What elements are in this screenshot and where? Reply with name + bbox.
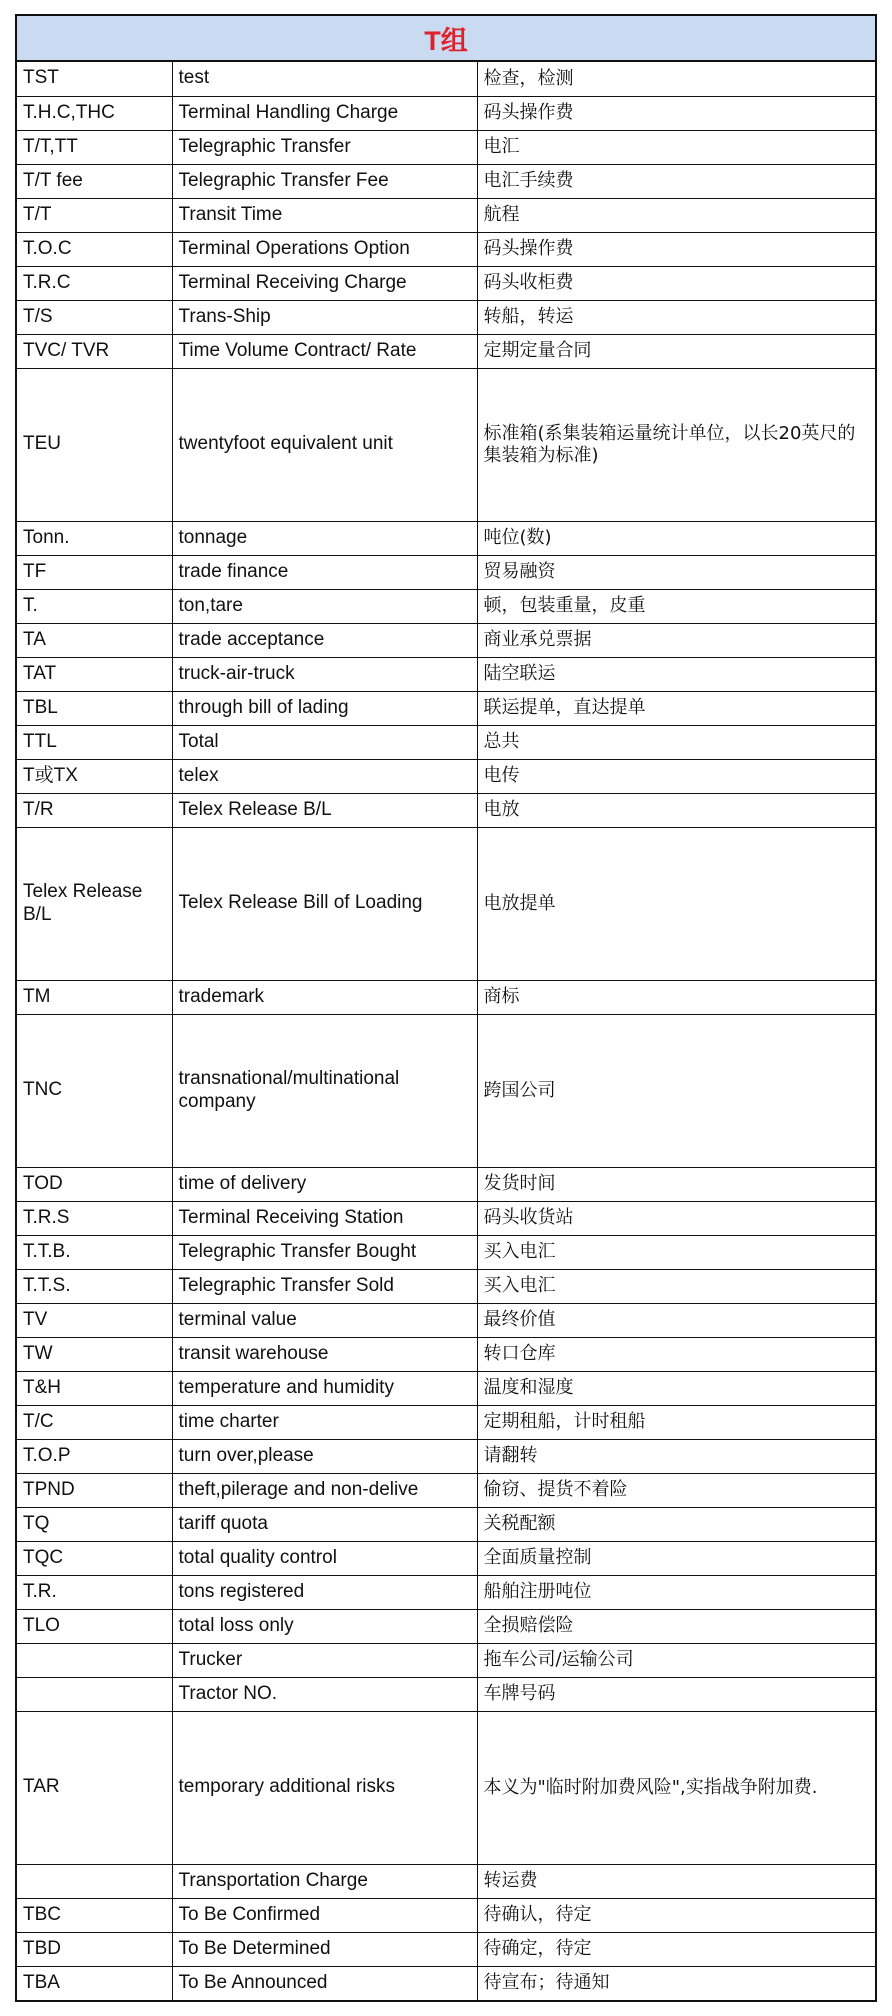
abbreviation-cell: TV [17, 1303, 172, 1337]
english-term-cell: Telegraphic Transfer Bought [172, 1235, 477, 1269]
chinese-meaning-cell: 车牌号码 [477, 1677, 875, 1711]
chinese-meaning-cell: 全面质量控制 [477, 1541, 875, 1575]
abbreviation-cell: T.T.B. [17, 1235, 172, 1269]
table-row [17, 1473, 875, 1507]
chinese-meaning-cell: 发货时间 [477, 1167, 875, 1201]
chinese-meaning-cell: 买入电汇 [477, 1235, 875, 1269]
english-term-cell: Telegraphic Transfer Fee [172, 164, 477, 198]
english-term-cell: time of delivery [172, 1167, 477, 1201]
table-row [17, 1575, 875, 1609]
english-term-cell: Terminal Receiving Charge [172, 266, 477, 300]
table-row [17, 589, 875, 623]
chinese-meaning-cell: 吨位(数) [477, 521, 875, 555]
english-term-cell: transit warehouse [172, 1337, 477, 1371]
chinese-meaning-cell: 码头操作费 [477, 96, 875, 130]
table-row [17, 1966, 875, 2000]
table-row [17, 1201, 875, 1235]
english-term-cell: trademark [172, 980, 477, 1014]
table-row [17, 691, 875, 725]
chinese-meaning-cell: 本义为"临时附加费风险",实指战争附加费. [477, 1711, 875, 1864]
english-term-cell: turn over,please [172, 1439, 477, 1473]
english-term-cell: Tractor NO. [172, 1677, 477, 1711]
abbreviation-cell [17, 1677, 172, 1711]
english-term-cell: Total [172, 725, 477, 759]
english-term-cell: tonnage [172, 521, 477, 555]
table-row [17, 164, 875, 198]
abbreviation-cell: T.R.C [17, 266, 172, 300]
table-row [17, 827, 875, 980]
chinese-meaning-cell: 电汇 [477, 130, 875, 164]
english-term-cell: Time Volume Contract/ Rate [172, 334, 477, 368]
english-term-cell: trade finance [172, 555, 477, 589]
table-row [17, 1932, 875, 1966]
table-row [17, 1235, 875, 1269]
table-row [17, 1643, 875, 1677]
chinese-meaning-cell: 总共 [477, 725, 875, 759]
english-term-cell: Terminal Receiving Station [172, 1201, 477, 1235]
english-term-cell: tariff quota [172, 1507, 477, 1541]
table-row [17, 555, 875, 589]
table-row [17, 300, 875, 334]
chinese-meaning-cell: 偷窃、提货不着险 [477, 1473, 875, 1507]
chinese-meaning-cell: 码头收货站 [477, 1201, 875, 1235]
abbreviation-cell: T/C [17, 1405, 172, 1439]
chinese-meaning-cell: 关税配额 [477, 1507, 875, 1541]
table-row [17, 1439, 875, 1473]
table-row [17, 980, 875, 1014]
english-term-cell: through bill of lading [172, 691, 477, 725]
table-row [17, 1405, 875, 1439]
abbreviation-cell: TBL [17, 691, 172, 725]
table-row [17, 521, 875, 555]
abbreviation-cell: T/T,TT [17, 130, 172, 164]
chinese-meaning-cell: 标准箱(系集装箱运量统计单位，以长20英尺的集装箱为标准) [477, 368, 875, 521]
english-term-cell: ton,tare [172, 589, 477, 623]
chinese-meaning-cell: 船舶注册吨位 [477, 1575, 875, 1609]
abbreviation-cell: TAR [17, 1711, 172, 1864]
abbreviation-cell: TBC [17, 1898, 172, 1932]
chinese-meaning-cell: 跨国公司 [477, 1014, 875, 1167]
table-row [17, 1864, 875, 1898]
abbreviation-cell: Tonn. [17, 521, 172, 555]
chinese-meaning-cell: 陆空联运 [477, 657, 875, 691]
table-row [17, 266, 875, 300]
glossary-table [17, 62, 875, 2000]
english-term-cell: trade acceptance [172, 623, 477, 657]
sheet-title: T组 [17, 16, 875, 62]
table-row [17, 1014, 875, 1167]
chinese-meaning-cell: 联运提单，直达提单 [477, 691, 875, 725]
chinese-meaning-cell: 顿，包装重量，皮重 [477, 589, 875, 623]
english-term-cell: Terminal Operations Option [172, 232, 477, 266]
english-term-cell: Transportation Charge [172, 1864, 477, 1898]
abbreviation-cell: TAT [17, 657, 172, 691]
chinese-meaning-cell: 商标 [477, 980, 875, 1014]
abbreviation-cell: TLO [17, 1609, 172, 1643]
table-row [17, 1609, 875, 1643]
chinese-meaning-cell: 电传 [477, 759, 875, 793]
table-row [17, 198, 875, 232]
chinese-meaning-cell: 航程 [477, 198, 875, 232]
english-term-cell: Telegraphic Transfer [172, 130, 477, 164]
chinese-meaning-cell: 请翻转 [477, 1439, 875, 1473]
table-row [17, 1371, 875, 1405]
table-row [17, 1898, 875, 1932]
english-term-cell: Trans-Ship [172, 300, 477, 334]
glossary-sheet [15, 14, 877, 2002]
english-term-cell: twentyfoot equivalent unit [172, 368, 477, 521]
chinese-meaning-cell: 电放提单 [477, 827, 875, 980]
table-row [17, 1337, 875, 1371]
abbreviation-cell: TBA [17, 1966, 172, 2000]
table-row [17, 657, 875, 691]
english-term-cell: To Be Determined [172, 1932, 477, 1966]
abbreviation-cell: TA [17, 623, 172, 657]
abbreviation-cell: TEU [17, 368, 172, 521]
english-term-cell: theft,pilerage and non-delive [172, 1473, 477, 1507]
table-row [17, 1269, 875, 1303]
table-row [17, 793, 875, 827]
english-term-cell: Transit Time [172, 198, 477, 232]
abbreviation-cell: TTL [17, 725, 172, 759]
table-row [17, 62, 875, 96]
abbreviation-cell: TPND [17, 1473, 172, 1507]
abbreviation-cell: T.H.C,THC [17, 96, 172, 130]
english-term-cell: telex [172, 759, 477, 793]
table-row [17, 1303, 875, 1337]
abbreviation-cell: TQ [17, 1507, 172, 1541]
english-term-cell: time charter [172, 1405, 477, 1439]
chinese-meaning-cell: 贸易融资 [477, 555, 875, 589]
abbreviation-cell: TF [17, 555, 172, 589]
abbreviation-cell: T.O.C [17, 232, 172, 266]
abbreviation-cell: Telex Release B/L [17, 827, 172, 980]
chinese-meaning-cell: 买入电汇 [477, 1269, 875, 1303]
table-row [17, 96, 875, 130]
english-term-cell: tons registered [172, 1575, 477, 1609]
table-row [17, 759, 875, 793]
abbreviation-cell: TM [17, 980, 172, 1014]
abbreviation-cell: T. [17, 589, 172, 623]
abbreviation-cell: T/T fee [17, 164, 172, 198]
table-row [17, 1677, 875, 1711]
chinese-meaning-cell: 待确认，待定 [477, 1898, 875, 1932]
english-term-cell: Telegraphic Transfer Sold [172, 1269, 477, 1303]
english-term-cell: Trucker [172, 1643, 477, 1677]
chinese-meaning-cell: 转船，转运 [477, 300, 875, 334]
table-row [17, 1711, 875, 1864]
table-row [17, 725, 875, 759]
abbreviation-cell: TW [17, 1337, 172, 1371]
chinese-meaning-cell: 待宣布；待通知 [477, 1966, 875, 2000]
english-term-cell: total quality control [172, 1541, 477, 1575]
english-term-cell: To Be Confirmed [172, 1898, 477, 1932]
english-term-cell: Telex Release Bill of Loading [172, 827, 477, 980]
english-term-cell: To Be Announced [172, 1966, 477, 2000]
table-row [17, 334, 875, 368]
abbreviation-cell: T&H [17, 1371, 172, 1405]
abbreviation-cell [17, 1864, 172, 1898]
abbreviation-cell: TNC [17, 1014, 172, 1167]
abbreviation-cell: T/T [17, 198, 172, 232]
chinese-meaning-cell: 码头收柜费 [477, 266, 875, 300]
english-term-cell: terminal value [172, 1303, 477, 1337]
chinese-meaning-cell: 商业承兑票据 [477, 623, 875, 657]
chinese-meaning-cell: 定期租船，计时租船 [477, 1405, 875, 1439]
table-row [17, 623, 875, 657]
chinese-meaning-cell: 电放 [477, 793, 875, 827]
abbreviation-cell: TQC [17, 1541, 172, 1575]
abbreviation-cell: TST [17, 62, 172, 96]
english-term-cell: Terminal Handling Charge [172, 96, 477, 130]
table-row [17, 232, 875, 266]
chinese-meaning-cell: 定期定量合同 [477, 334, 875, 368]
chinese-meaning-cell: 电汇手续费 [477, 164, 875, 198]
chinese-meaning-cell: 温度和湿度 [477, 1371, 875, 1405]
abbreviation-cell: T/S [17, 300, 172, 334]
abbreviation-cell: T.R. [17, 1575, 172, 1609]
english-term-cell: test [172, 62, 477, 96]
table-row [17, 1167, 875, 1201]
table-row [17, 368, 875, 521]
chinese-meaning-cell: 全损赔偿险 [477, 1609, 875, 1643]
english-term-cell: temperature and humidity [172, 1371, 477, 1405]
chinese-meaning-cell: 转运费 [477, 1864, 875, 1898]
abbreviation-cell: TBD [17, 1932, 172, 1966]
chinese-meaning-cell: 码头操作费 [477, 232, 875, 266]
table-row [17, 1541, 875, 1575]
abbreviation-cell: T.T.S. [17, 1269, 172, 1303]
abbreviation-cell [17, 1643, 172, 1677]
abbreviation-cell: T.R.S [17, 1201, 172, 1235]
abbreviation-cell: TVC/ TVR [17, 334, 172, 368]
english-term-cell: total loss only [172, 1609, 477, 1643]
chinese-meaning-cell: 待确定，待定 [477, 1932, 875, 1966]
chinese-meaning-cell: 拖车公司/运输公司 [477, 1643, 875, 1677]
abbreviation-cell: T.O.P [17, 1439, 172, 1473]
abbreviation-cell: T/R [17, 793, 172, 827]
english-term-cell: transnational/multinational company [172, 1014, 477, 1167]
abbreviation-cell: TOD [17, 1167, 172, 1201]
english-term-cell: temporary additional risks [172, 1711, 477, 1864]
table-row [17, 130, 875, 164]
english-term-cell: truck-air-truck [172, 657, 477, 691]
abbreviation-cell: T或TX [17, 759, 172, 793]
chinese-meaning-cell: 转口仓库 [477, 1337, 875, 1371]
chinese-meaning-cell: 检查，检测 [477, 62, 875, 96]
english-term-cell: Telex Release B/L [172, 793, 477, 827]
chinese-meaning-cell: 最终价值 [477, 1303, 875, 1337]
table-row [17, 1507, 875, 1541]
